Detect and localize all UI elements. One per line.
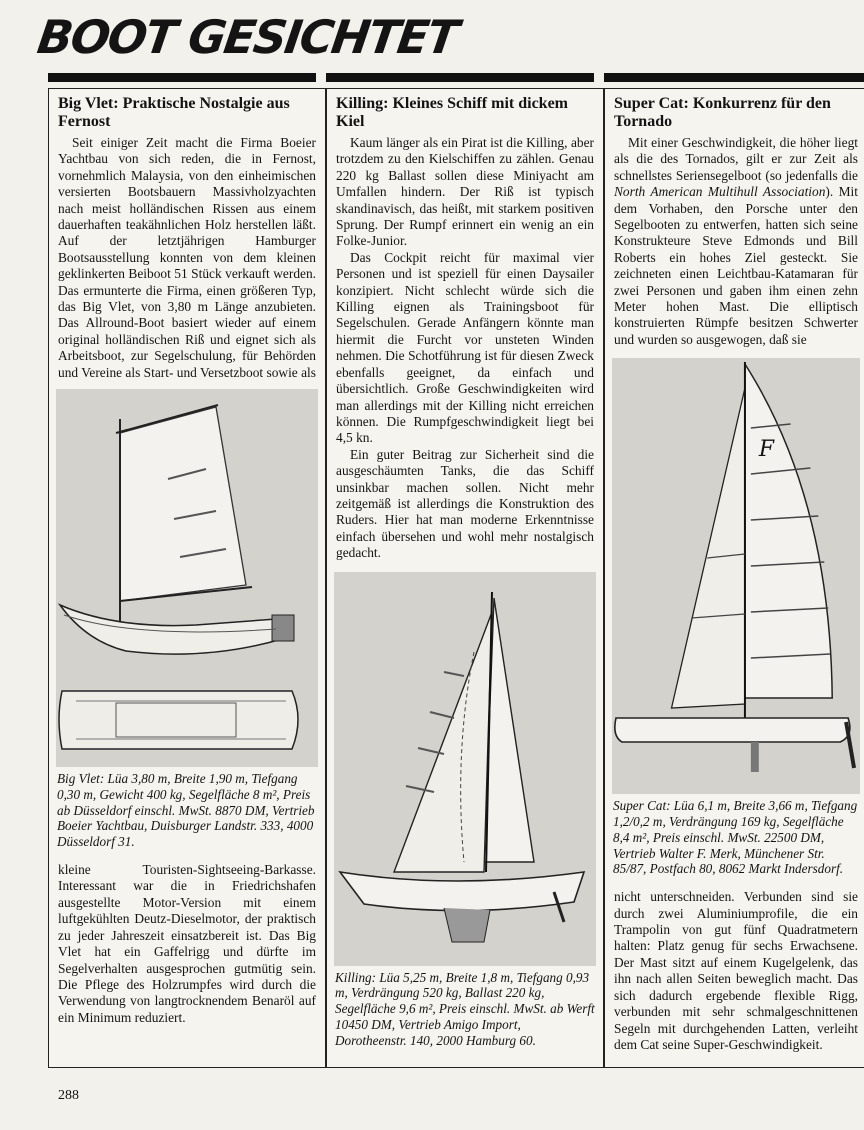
big-vlet-drawing — [56, 389, 318, 767]
paragraph: Das Cockpit reicht für maximal vier Personen und ist speziell für einen Daysailer konzipiert. Nicht schlecht würde sich die Killing eignen als Trainingsboot für Segelschulen. Gerade Anfängern könnte man hiermit die Furcht vor unsteten Winden nehmen. Die Schotführung ist für diesen Zweck ebenfalls geeignet, da einfach und übersichtlich. Große Geschwindigkeiten wird man allerdings mit der Killing nicht erreichen können. Die Rumpfgeschwindigkeit liegt bei 4,5 kn. — [336, 249, 594, 446]
article-body — [58, 135, 316, 381]
paragraph: Ein guter Beitrag zur Sicherheit sind die ausgeschäumten Tanks, die das Schiff unsinkbar machen sollen. Nicht mehr zeitgemäß ist allerdings die Konstruktion des Ruders. Hier hat man moderne Erkenntnisse einfach übersehen und wohl mehr nostalgisch gedacht. — [336, 446, 594, 561]
article-body — [336, 135, 594, 562]
killing-drawing — [334, 572, 596, 966]
article-body — [614, 135, 858, 348]
article-big-vlet — [48, 88, 326, 1068]
super-cat-drawing — [612, 358, 860, 794]
article-title: Super Cat: Konkurrenz für den Tornado — [614, 95, 831, 130]
column-rule-3 — [604, 73, 864, 82]
paragraph: Seit einiger Zeit macht die Firma Boeier Yachtbau von sich reden, die in Fernost, vornehmlich Malaysia, von den einheimischen versierten Bootsbauern Massivholzyachten nach meist holländischen Rissen aus einem dauerhaften teakähnlichen Holz herstellen läßt. Auf der letztjährigen Hamburger Bootsausstellung konnten von dem kleinen geklinkerten Beiboot 51 Stück verkauft werden. Das ermunterte die Firma, einen größeren Typ, das Big Vlet, von 3,80 m Länge anzubieten. Das Allround-Boot basiert wieder auf einem original holländischen Riß und eignet sich als Arbeitsboot, zur Segelschulung, für Behörden und Vereine als Start- und Versetzboot sowie als — [58, 135, 316, 380]
text-run: ). Mit dem Vorhaben, den Porsche unter den Segelbooten zu entwerfen, hatten sich seine Konstrukteure Steve Edmonds und Bill Roberts ein hohes Ziel gesteckt. Sie zeichneten einen Leichtbau-Katamaran für zwei Personen und gaben ihm einen zehn Meter hohen Mast. Die elliptisch konstruierten Rümpfe besitzen Schwerter und wurden so ausgewogen, daß sie — [614, 184, 858, 347]
column-rule-1 — [48, 73, 316, 82]
sail-insignia: F — [758, 437, 774, 463]
column-rule-2 — [326, 73, 594, 82]
page-number: 288 — [58, 1088, 79, 1103]
article-body-continued — [614, 889, 858, 1053]
figure-caption: Killing: Lüa 5,25 m, Breite 1,8 m, Tiefgang 0,93 m, Verdrängung 520 kg, Ballast 220 kg, Segelfläche 9,6 m², Preis einschl. MwSt. ab Werft 10450 DM, Vertrieb Amigo Import, Dorotheenstr. 140, 2000 Hamburg 60. — [335, 969, 595, 1048]
paragraph: Kaum länger als ein Pirat ist die Killing, aber trotzdem zu den Kielschiffen zu zählen. Genau 220 kg Ballast sollen diese Miniyacht am Umfallen hindern. Der Riß ist typisch skandinavisch, das heißt, mit starkem positiven Sprung. Der Rumpf erinnert ein wenig an ein Folke-Junior. — [336, 135, 594, 249]
masthead: BOOT GESICHTET — [34, 10, 461, 64]
article-body-continued — [58, 862, 316, 1026]
article-title: Big Vlet: Praktische Nostalgie aus Fernost — [58, 95, 290, 130]
text-run-italic: North American Multihull Association — [614, 184, 826, 200]
figure-caption: Super Cat: Lüa 6,1 m, Breite 3,66 m, Tiefgang 1,2/0,2 m, Verdrängung 169 kg, Segelfläche 8,4 m², Preis einschl. MwSt. 22500 DM, Vertrieb Walter F. Merk, Münchener Str. 85/87, Postfach 80, 8062 Markt Indersdorf. — [613, 798, 858, 877]
figure-caption: Big Vlet: Lüa 3,80 m, Breite 1,90 m, Tiefgang 0,30 m, Gewicht 400 kg, Segelfläche 8 m², Preis ab Düsseldorf einschl. MwSt. 8870 DM, Vertrieb Boeier Yachtbau, Duisburger Landstr. 333, 4000 Düsseldorf 31. — [57, 771, 315, 850]
article-super-cat — [604, 88, 864, 1068]
article-title: Killing: Kleines Schiff mit dickem Kiel — [336, 95, 568, 130]
paragraph: kleine Touristen-Sightseeing-Barkasse. Interessant war die in Friedrichshafen ausgestellte Motor-Version mit einem luftgekühlten Deutz-Dieselmotor, der praktisch zu jeder Jahreszeit einsatzbereit ist. Das Big Vlet hat ein Gaffelrigg und dürfte im Segelverhalten ausgesprochen gutmütig sein. Die Pflege des Holzrumpfes wird durch die Verwendung von langtrocknendem Benaröl auf ein Minimum reduziert. — [58, 862, 316, 1025]
paragraph — [614, 135, 858, 348]
text-run: Mit einer Geschwindigkeit, die höher liegt als die des Tornados, gilt er zur Zeit als schnellstes Seriensegelboot (so jedenfalls die — [614, 135, 858, 183]
article-killing — [326, 88, 604, 1068]
paragraph: nicht unterschneiden. Verbunden sind sie durch zwei Aluminiumprofile, die ein Trampolin von gut fünf Quadratmetern halten: Platz genug für sechs Erwachsene. Der Mast sitzt auf einem Kugelgelenk, das ihn nach allen Seiten beweglich macht. Das sich dadurch ergebende flexible Rigg, verbunden mit sehr schmalgeschnittenen Segeln mit durchgehenden Latten, verleiht dem Cat seine Super-Geschwindigkeit. — [614, 889, 858, 1052]
